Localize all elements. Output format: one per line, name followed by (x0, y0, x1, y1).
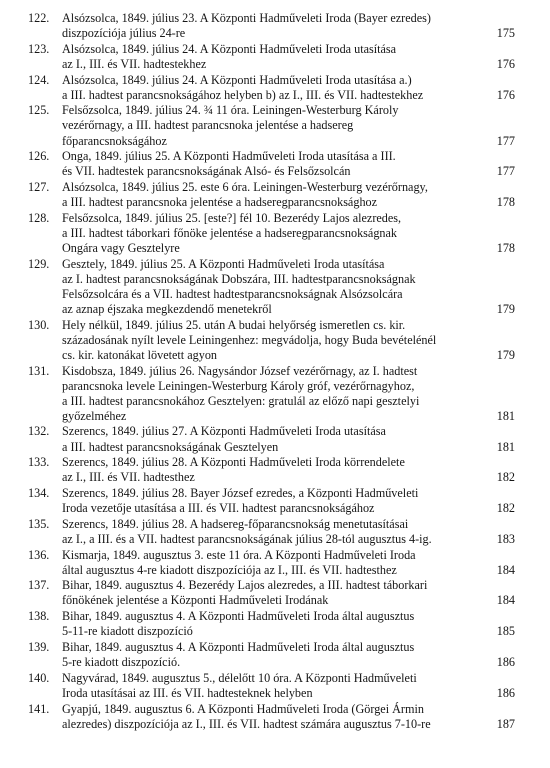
page-number: 181 (496, 408, 515, 423)
page-number: 185 (496, 624, 515, 639)
entry-text-line: Gyapjú, 1849. augusztus 6. A Központi Hadműveleti Iroda (Görgei Ármin (62, 701, 424, 716)
entry-text-line: Alsózsolca, 1849. július 23. A Központi Hadműveleti Iroda (Bayer ezredes) (62, 11, 431, 25)
toc-entry (0, 211, 550, 256)
entry-text-line: Alsózsolca, 1849. július 25. este 6 óra. Leiningen-Westerburg vezérőrnagy, (62, 180, 428, 194)
page-number: 186 (496, 655, 515, 670)
entry-text-line: által augusztus 4-re kiadott diszpozíciója az I., III. és VII. hadtesthez (62, 562, 397, 577)
toc-entry (0, 455, 550, 485)
entry-text-line: Felsőzsolca, 1849. július 24. ¾ 11 óra. Leiningen-Westerburg Károly (62, 103, 399, 118)
toc-entry (0, 11, 550, 41)
page-number: 177 (496, 164, 515, 179)
entry-text-line: Nagyvárad, 1849. augusztus 5., délelőtt 10 óra. A Központi Hadműveleti (62, 670, 417, 685)
entry-number: 135. (28, 516, 50, 531)
toc-entry (0, 257, 550, 317)
entry-text-line: a III. hadtest táborkari főnöke jelentése a hadseregparancsnokságnak (62, 225, 398, 240)
page-number: 179 (496, 347, 515, 362)
toc-entry (0, 424, 550, 454)
page-number: 182 (496, 470, 515, 485)
entry-number: 141. (28, 701, 50, 716)
entry-text-line: főnökének jelentése a Központi Hadműveleti Irodának (62, 593, 329, 608)
entry-number: 133. (28, 455, 50, 470)
entry-text-line: a III. hadtest parancsnokságának Gesztelyen (62, 439, 279, 454)
entry-number: 138. (28, 609, 50, 624)
entry-text-line: Ongára vagy Gesztelyre (62, 240, 180, 255)
entry-text-line: Hely nélkül, 1849. július 25. után A budai helyőrség ismeretlen cs. kir. (62, 317, 406, 332)
page-number: 176 (496, 56, 515, 71)
toc-entry (0, 609, 550, 639)
entry-text-line: 5-re kiadott diszpozíció. (62, 655, 181, 670)
entry-number: 124. (28, 72, 50, 87)
page-number: 182 (496, 501, 515, 516)
page-number: 183 (496, 531, 515, 546)
entry-text-line: Bihar, 1849. augusztus 4. A Központi Hadműveleti Iroda által augusztus (62, 609, 415, 624)
entry-text-line: az I., III. és VII. hadtesthez (62, 470, 195, 485)
entry-number: 134. (28, 486, 50, 501)
entry-number: 130. (28, 317, 50, 332)
entry-text-line: Bihar, 1849. augusztus 4. Bezerédy Lajos alezredes, a III. hadtest táborkari (62, 578, 428, 593)
entry-number: 137. (28, 578, 50, 593)
entry-text-line: Szerencs, 1849. július 28. Bayer József ezredes, a Központi Hadműveleti (62, 486, 419, 501)
entry-number: 128. (28, 210, 50, 225)
toc-entry (0, 548, 550, 578)
entry-number: 123. (28, 41, 50, 56)
toc-entry (0, 42, 550, 72)
entry-text-line: vezérőrnagy, a III. hadtest parancsnoka jelentése a hadsereg (62, 118, 354, 133)
toc-entry (0, 318, 550, 363)
entry-text-line: 5-11-re kiadott diszpozíció (62, 624, 193, 639)
toc-entry (0, 180, 550, 210)
entry-text-line: Bihar, 1849. augusztus 4. A Központi Hadműveleti Iroda által augusztus (62, 639, 415, 654)
entry-number: 125. (28, 103, 50, 118)
entry-number: 126. (28, 149, 50, 164)
entry-text-line: cs. kir. katonákat lövetett agyon (62, 347, 218, 362)
entry-text-line: főparancsnokságához (62, 133, 167, 148)
entry-number: 132. (28, 424, 50, 439)
entry-text-line: és VII. hadtestek parancsnokságának Alsó- és Felsőzsolcán (62, 164, 351, 179)
entry-text-line: parancsnoka levele Leiningen-Westerburg Károly gróf, vezérőrnagyhoz, (62, 378, 415, 393)
entry-number: 122. (28, 11, 50, 25)
entry-text-line: Iroda vezetője utasítása a III. és VII. hadtest parancsnokságához (62, 501, 375, 516)
toc-entry (0, 517, 550, 547)
page-number: 178 (496, 240, 515, 255)
toc-entry (0, 364, 550, 424)
entry-number: 139. (28, 639, 50, 654)
entry-number: 129. (28, 256, 50, 271)
entry-text-line: századosának nyílt levele Leiningenhez: megvádolja, hogy Buda bevételénél (62, 332, 437, 347)
page-number: 187 (496, 716, 515, 731)
page-number: 179 (496, 301, 515, 316)
entry-text-line: győzelméhez (62, 408, 127, 423)
page-number: 177 (496, 133, 515, 148)
toc-entry (0, 486, 550, 516)
toc-entry (0, 702, 550, 732)
entry-number: 136. (28, 547, 50, 562)
entry-text-line: Felsőzsolcára és a VII. hadtest hadtestparancsnokságnak Alsózsolcára (62, 286, 403, 301)
entry-text-line: diszpozíciója július 24-re (62, 26, 186, 41)
toc-entry (0, 671, 550, 701)
toc-entry (0, 149, 550, 179)
entry-text-line: a III. hadtest parancsnokához Gesztelyen: gratulál az előző napi gesztelyi (62, 393, 420, 408)
entry-text-line: az aznap éjszaka megkezdendő menetekről (62, 301, 272, 316)
entry-text-line: az I. hadtest parancsnokságának Dobszára, III. hadtestparancsnokságnak (62, 271, 416, 286)
page-number: 184 (496, 562, 515, 577)
table-of-contents (0, 11, 550, 732)
page-number: 176 (496, 87, 515, 102)
entry-text-line: az I., a III. és a VII. hadtest parancsnokságának július 28-tól augusztus 4-ig. (62, 531, 432, 546)
entry-text-line: Iroda utasításai az III. és VII. hadtesteknek helyben (62, 685, 313, 700)
page-number: 186 (496, 685, 515, 700)
entry-number: 131. (28, 363, 50, 378)
entry-text-line: Kismarja, 1849. augusztus 3. este 11 óra. A Központi Hadműveleti Iroda (62, 547, 416, 562)
entry-text-line: Gesztely, 1849. július 25. A Központi Hadműveleti Iroda utasítása (62, 256, 385, 271)
entry-text-line: Szerencs, 1849. július 28. A Központi Hadműveleti Iroda körrendelete (62, 455, 405, 470)
entry-text-line: Szerencs, 1849. július 27. A Központi Hadműveleti Iroda utasítása (62, 424, 386, 439)
page-number: 184 (496, 593, 515, 608)
entry-text-line: Szerencs, 1849. július 28. A hadsereg-főparancsnokság menetutasításai (62, 516, 409, 531)
entry-text-line: a III. hadtest parancsnoka jelentése a hadseregparancsnoksághoz (62, 195, 378, 210)
entry-number: 140. (28, 670, 50, 685)
toc-entry (0, 73, 550, 103)
toc-entry (0, 103, 550, 148)
entry-text-line: Kisdobsza, 1849. július 26. Nagysándor József vezérőrnagy, az I. hadtest (62, 363, 418, 378)
page-number: 178 (496, 195, 515, 210)
entry-text-line: az I., III. és VII. hadtestekhez (62, 56, 207, 71)
page-number: 175 (496, 26, 515, 41)
entry-text-line: a III. hadtest parancsnokságához helyben b) az I., III. és VII. hadtestekhez (62, 87, 424, 102)
entry-text-line: Alsózsolca, 1849. július 24. A Központi Hadműveleti Iroda utasítása (62, 41, 397, 56)
toc-entry (0, 578, 550, 608)
entry-text-line: Onga, 1849. július 25. A Központi Hadműveleti Iroda utasítása a III. (62, 149, 396, 164)
toc-entry (0, 640, 550, 670)
entry-text-line: Alsózsolca, 1849. július 24. A Központi Hadműveleti Iroda utasítása a.) (62, 72, 412, 87)
entry-text-line: alezredes) diszpozíciója az I., III. és VII. hadtest számára augusztus 7-10-re (62, 716, 431, 731)
page-number: 181 (496, 439, 515, 454)
entry-number: 127. (28, 180, 50, 194)
entry-text-line: Felsőzsolca, 1849. július 25. [este?] fél 10. Bezerédy Lajos alezredes, (62, 210, 402, 225)
